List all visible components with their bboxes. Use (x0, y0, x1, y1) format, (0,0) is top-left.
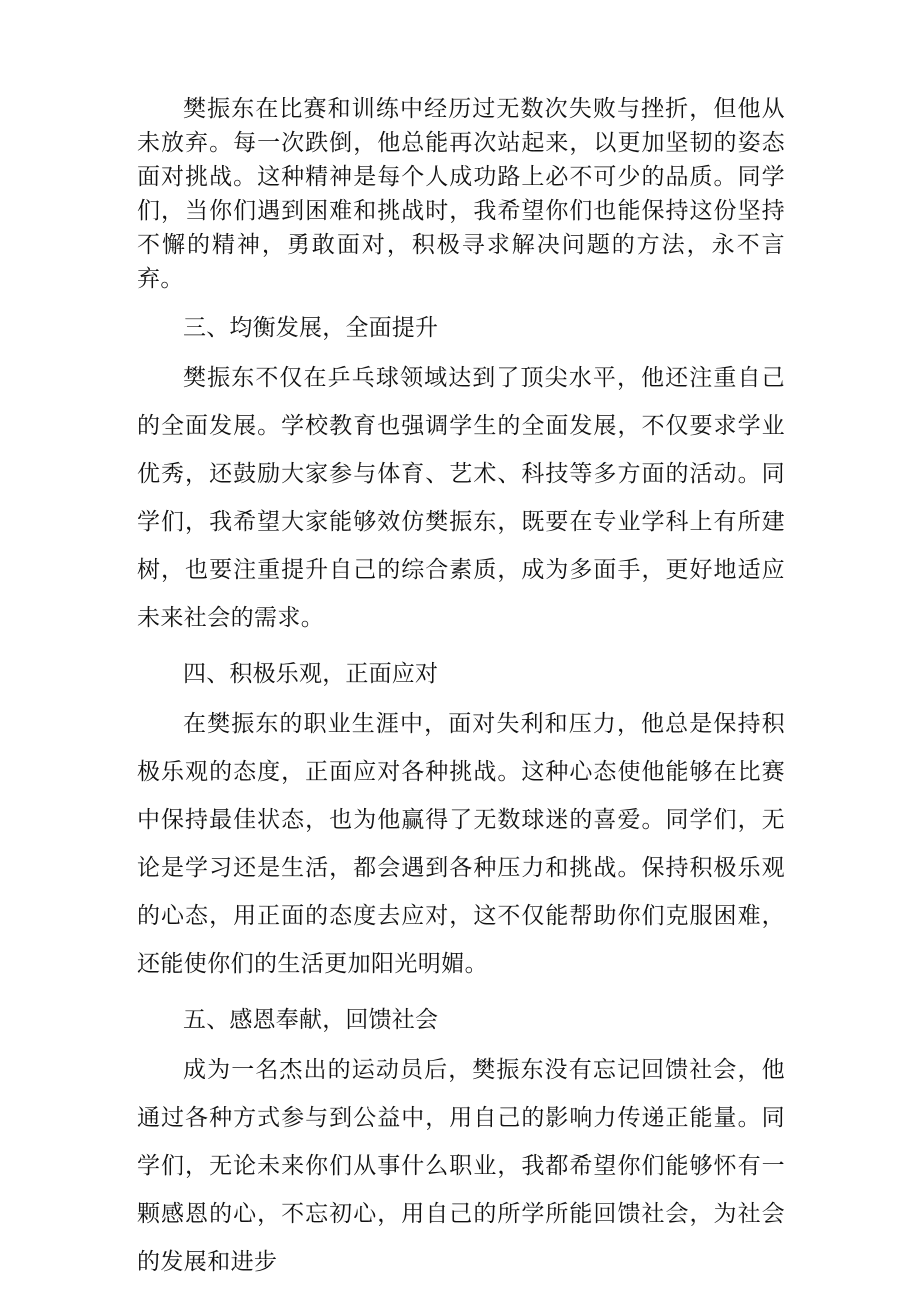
heading-balanced-development: 三、均衡发展，全面提升 (183, 315, 439, 341)
spacer (137, 642, 785, 650)
document-body (137, 92, 785, 1286)
paragraph-balanced-development: 樊振东不仅在乒乓球领域达到了顶尖水平，他还注重自己的全面发展。学校教育也强调学生的全面发展，不仅要求学业优秀，还鼓励大家参与体育、艺术、科技等多方面的活动。同学们，我希望大家能够效仿樊振东，既要在专业学科上有所建树，也要注重提升自己的综合素质，成为多面手，更好地适应未来社会的需求。 (137, 365, 785, 631)
paragraph-gratitude-contribution: 成为一名杰出的运动员后，樊振东没有忘记回馈社会，他通过各种方式参与到公益中，用自己的影响力传递正能量。同学们，无论未来你们从事什么职业，我都希望你们能够怀有一颗感恩的心，不忘初心，用自己的所学所能回馈社会，为社会的发展和进步 (137, 1057, 785, 1275)
heading-positive-attitude: 四、积极乐观，正面应对 (183, 661, 439, 687)
spacer (137, 296, 785, 304)
paragraph-perseverance: 樊振东在比赛和训练中经历过无数次失败与挫折，但他从未放弃。每一次跌倒，他总能再次站起来，以更加坚韧的姿态面对挑战。这种精神是每个人成功路上必不可少的品质。同学们，当你们遇到困难和挑战时，我希望你们也能保持这份坚持不懈的精神，勇敢面对，积极寻求解决问题的方法，永不言弃。 (137, 96, 785, 292)
spacer (137, 988, 785, 996)
paragraph-positive-attitude: 在樊振东的职业生涯中，面对失利和压力，他总是保持积极乐观的态度，正面应对各种挑战。这种心态使他能够在比赛中保持最佳状态，也为他赢得了无数球迷的喜爱。同学们，无论是学习还是生活，都会遇到各种压力和挑战。保持积极乐观的心态，用正面的态度去应对，这不仅能帮助你们克服困难，还能使你们的生活更加阳光明媚。 (137, 711, 785, 977)
heading-gratitude-contribution: 五、感恩奉献，回馈社会 (183, 1007, 439, 1033)
